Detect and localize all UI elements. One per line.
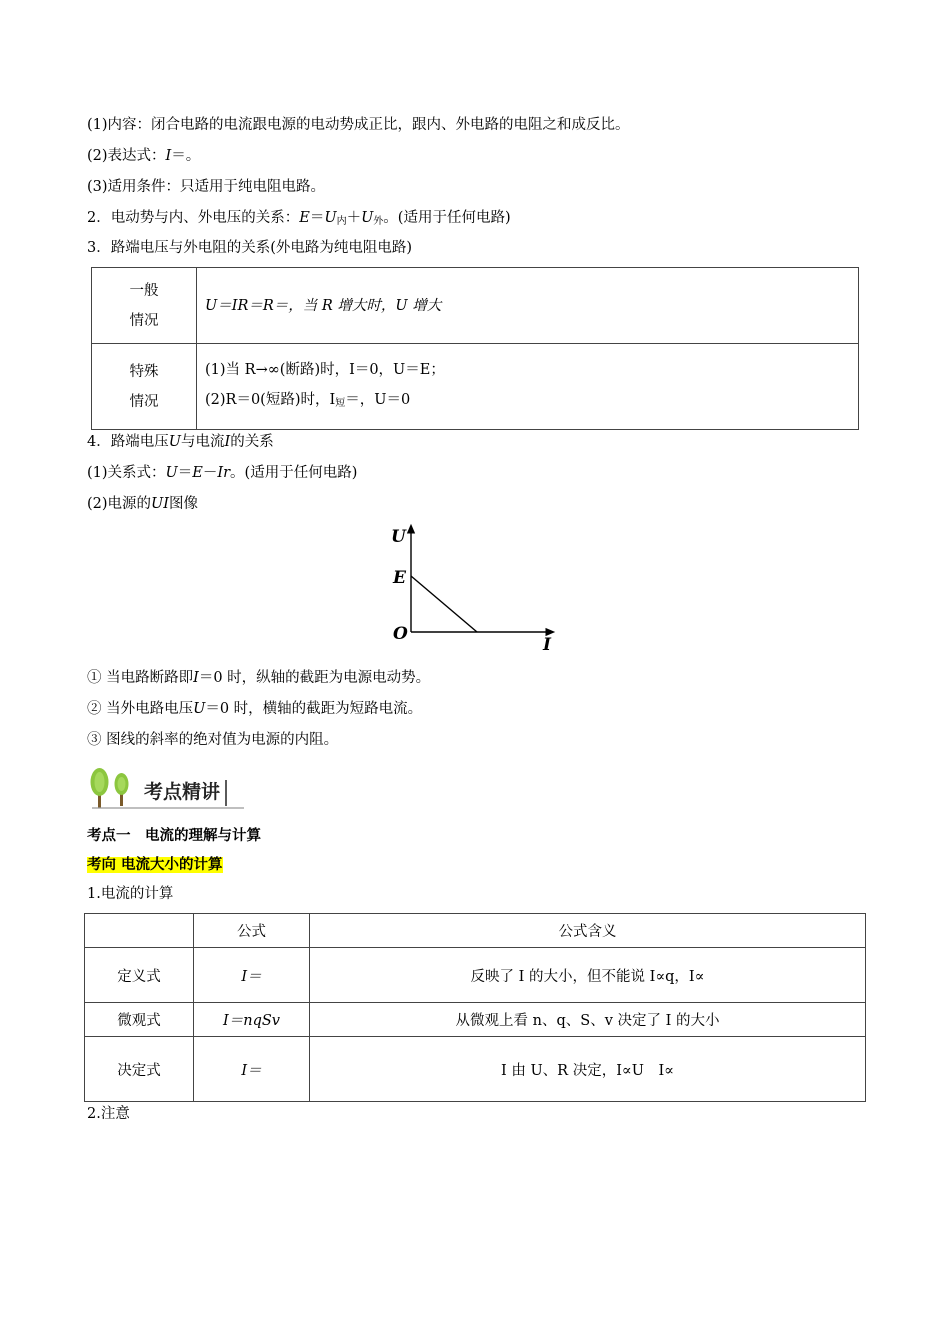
table-row [85, 1003, 866, 1037]
voltage-resistance-table [91, 267, 859, 430]
header-cell [85, 914, 194, 948]
badge-text: 考点精讲 [144, 781, 221, 803]
header-cell: 公式含义 [310, 914, 866, 948]
axis-u-label: U [391, 527, 406, 547]
section-4-title: 4．路端电压U与电流I的关系 [87, 434, 274, 450]
cell: 决定式 [85, 1037, 194, 1102]
note-2: ② 当外电路电压U＝0 时，横轴的截距为短路电流。 [87, 701, 423, 717]
topic-heading: 考点一 电流的理解与计算 [87, 828, 261, 844]
cell: I 由 U、R 决定，I∝U I∝ [310, 1037, 866, 1102]
cell: I＝ [194, 948, 310, 1003]
cell: 反映了 I 的大小，但不能说 I∝q，I∝ [310, 948, 866, 1003]
cell: 微观式 [85, 1003, 194, 1037]
emf-relation-line: 2．电动势与内、外电压的关系：$E=U_内+U_外$。(适用于任何电路) [87, 210, 511, 227]
note-1: ① 当电路断路即I＝0 时，纵轴的截距为电源电动势。 [87, 670, 431, 686]
cell: I＝nqSv [194, 1003, 310, 1037]
axis-i-label: I [543, 635, 551, 655]
condition-line: (3)适用条件：只适用于纯电阻电路。 [87, 179, 326, 195]
row-label: 特殊 情况 [92, 344, 197, 430]
current-calc-title: 1.电流的计算 [87, 886, 174, 902]
note-3: ③ 图线的斜率的绝对值为电源的内阻。 [87, 732, 339, 748]
table-row [92, 344, 859, 430]
section-3-title: 3．路端电压与外电阻的关系(外电路为纯电阻电路) [87, 240, 413, 256]
source-line [411, 576, 477, 632]
ui-graph [385, 522, 565, 657]
table-header-row [85, 914, 866, 948]
cell: 定义式 [85, 948, 194, 1003]
cell: 从微观上看 n、q、S、v 决定了 I 的大小 [310, 1003, 866, 1037]
table-row [85, 1037, 866, 1102]
tree-icon [91, 768, 129, 808]
table-row [85, 948, 866, 1003]
header-cell: 公式 [194, 914, 310, 948]
axis-e-label: E [393, 568, 406, 588]
subtopic-heading: 考向 电流大小的计算 [87, 857, 223, 873]
notes-title: 2.注意 [87, 1106, 130, 1122]
relation-line: (1)关系式：U＝E－Ir。(适用于任何电路) [87, 465, 358, 481]
section-badge [88, 766, 248, 812]
table-row [92, 268, 859, 344]
origin-label: O [393, 624, 408, 644]
row-label: 一般 情况 [92, 268, 197, 344]
current-formula-table [84, 913, 866, 1102]
graph-title-line: (2)电源的UI图像 [87, 496, 198, 512]
cell: I＝ [194, 1037, 310, 1102]
row-content: (1)当 R→∞(断路)时，I＝0，U＝E； (2)R＝0(短路)时，$I_短=$，U＝0 [197, 344, 859, 430]
content-line-1: (1)内容：闭合电路的电流跟电源的电动势成正比，跟内、外电路的电阻之和成反比。 [87, 117, 630, 133]
row-content: U＝IR＝R＝，当 R 增大时，U 增大 [197, 268, 859, 344]
expression-line: (2)表达式：I＝。 [87, 148, 201, 164]
